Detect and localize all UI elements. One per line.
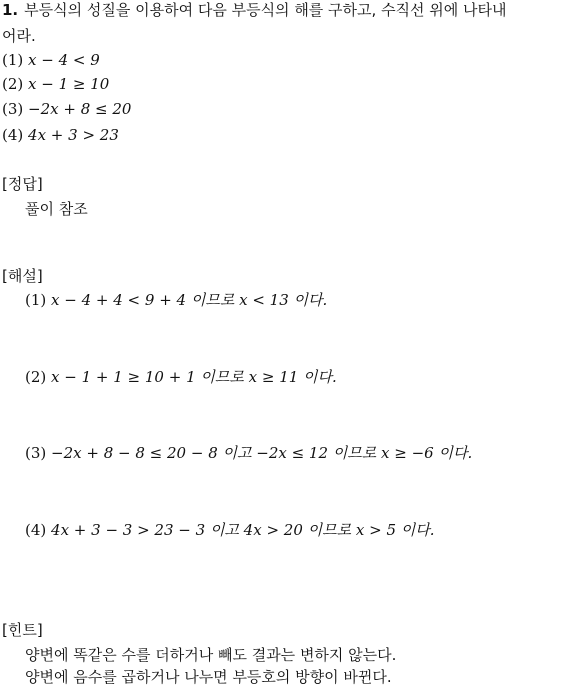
step-label: (1) [25, 291, 47, 309]
item-label: (1) [2, 51, 24, 69]
item-expression: 4x + 3 > 23 [28, 126, 119, 144]
question-text-line1: 부등식의 성질을 이용하여 다음 부등식의 해를 구하고, 수직선 위에 나타내 [24, 1, 507, 19]
step-label: (4) [25, 521, 47, 539]
question-item-4 [2, 125, 119, 145]
item-label: (4) [2, 126, 24, 144]
explanation-step-3 [25, 443, 472, 463]
item-expression: −2x + 8 ≤ 20 [28, 100, 132, 118]
question-number: 1. [2, 1, 19, 19]
question-line-1 [2, 0, 507, 20]
item-expression: x − 4 < 9 [28, 51, 100, 69]
item-expression: x − 1 ≥ 10 [28, 75, 110, 93]
question-item-2 [2, 74, 109, 94]
item-label: (3) [2, 100, 24, 118]
explanation-heading: [해설] [2, 267, 43, 285]
step-label: (2) [25, 368, 47, 386]
hint-line-2: 양변에 음수를 곱하거나 나누면 부등호의 방향이 바뀐다. [25, 668, 392, 686]
question-item-3 [2, 99, 131, 119]
hint-heading: [힌트] [2, 621, 43, 639]
answer-text: 풀이 참조 [25, 200, 88, 218]
question-text-line2: 어라. [2, 27, 36, 45]
question-item-1 [2, 50, 100, 70]
step-text: x − 1 + 1 ≥ 10 + 1 이므로 x ≥ 11 이다. [51, 368, 337, 386]
item-label: (2) [2, 75, 24, 93]
explanation-step-4 [25, 520, 435, 540]
step-text: −2x + 8 − 8 ≤ 20 − 8 이고 −2x ≤ 12 이므로 x ≥ −6 이다. [51, 444, 473, 462]
step-text: 4x + 3 − 3 > 23 − 3 이고 4x > 20 이므로 x > 5 이다. [51, 521, 435, 539]
step-text: x − 4 + 4 < 9 + 4 이므로 x < 13 이다. [51, 291, 328, 309]
explanation-step-2 [25, 367, 337, 387]
step-label: (3) [25, 444, 47, 462]
hint-line-1: 양변에 똑같은 수를 더하거나 빼도 결과는 변하지 않는다. [25, 646, 397, 664]
answer-heading: [정답] [2, 175, 43, 193]
explanation-step-1 [25, 290, 327, 310]
